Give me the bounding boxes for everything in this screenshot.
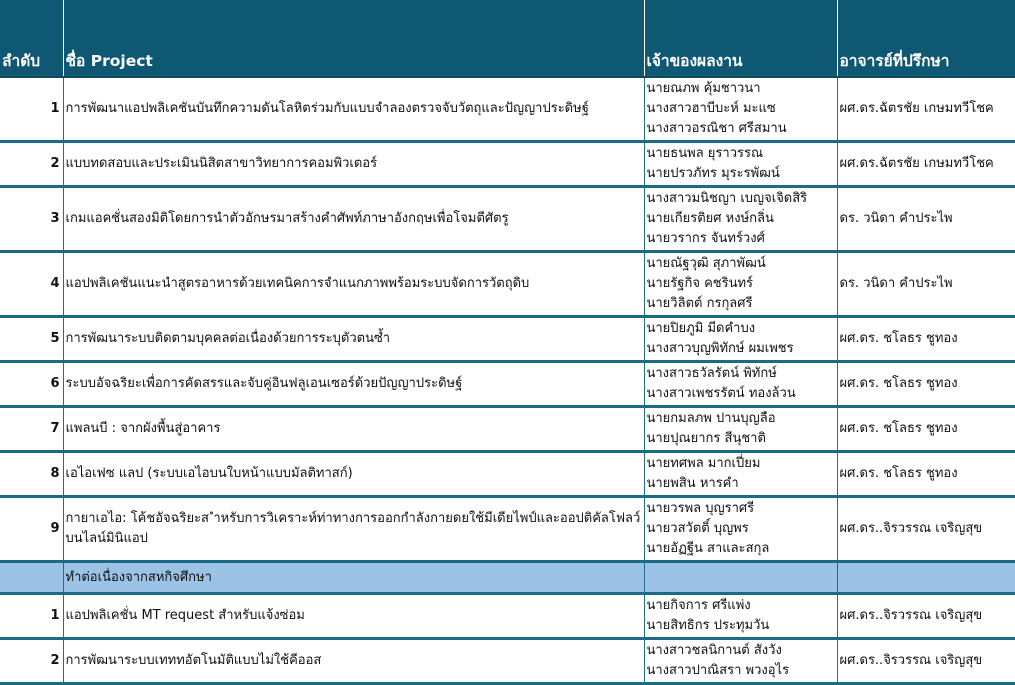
owner-name: นายสิทธิกร ประทุมวัน (646, 618, 770, 633)
row-number: 1 (0, 594, 63, 639)
section-owner-cell (644, 562, 837, 594)
project-name: แพลนบี : จากผังพื้นสู่อาคาร (63, 407, 644, 452)
owner-name: นายวรพล บุญราศรี (646, 501, 755, 516)
owner-name: นายธนพล ยุราวรรณ (646, 146, 764, 161)
header-row (0, 0, 1015, 77)
owner-name: นายวรากร จันทร์วงศ์ (646, 231, 765, 246)
project-name: แบบทดสอบและประเมินนิสิตสาขาวิทยาการคอมพิวเตอร์ (63, 142, 644, 187)
owner-name: นายพสิน หารคำ (646, 476, 739, 491)
owner-name: นางสาวชลนิกานต์ สังวัง (646, 643, 782, 658)
owner-name: นายอัฏฐีน สาและสกุล (646, 541, 770, 556)
project-name: แอปพลิเคชันแนะนำสูตรอาหารด้วยเทคนิคการจำแนกภาพพร้อมระบบจัดการวัตถุดิบ (63, 252, 644, 317)
project-name: กายาเอไอ: โค้ชอัจฉริยะส ำหรับการวิเคราะห์ท่าทางการออกกำลังกายดยใช้มีเดียไพป์และออปติคัลโฟลว์บนไลน์มินิแอป (63, 497, 644, 562)
owner-name: นายปรวภัทร มุระรพัฒน์ (646, 166, 780, 181)
project-name: การพัฒนาแอปพลิเคชันบันทึกความดันโลหิตร่วมกับแบบจำลองตรวจจับวัตถุและปัญญาประดิษฐ์ (63, 77, 644, 142)
advisor-name: ผศ.ดร..จิรวรรณ เจริญสุข (837, 497, 1015, 562)
row-number: 2 (0, 639, 63, 684)
owner-name: นายณภพ คุ้มชาวนา (646, 81, 761, 96)
table-row (0, 639, 1015, 684)
owner-name: นางสาวอรณิชา ศรีสมาน (646, 121, 787, 136)
header-num: ลำดับ (0, 0, 63, 77)
project-name: การพัฒนาระบบติดตามบุคคลต่อเนื่องด้วยการระบุตัวตนซ้ำ (63, 317, 644, 362)
project-name: ระบบอัจฉริยะเพื่อการคัดสรรและจับคู่อินฟลูเอนเซอร์ด้วยปัญญาประดิษฐ์ (63, 362, 644, 407)
owner-name: นางสาวเพชรรัตน์ ทองล้วน (646, 386, 796, 401)
owner-name: นายกิจการ ศรีแพ่ง (646, 598, 751, 613)
owner-cell (644, 362, 837, 407)
table-row (0, 142, 1015, 187)
owner-cell (644, 497, 837, 562)
owner-name: นายณัฐวุฒิ สุภาพัฒน์ (646, 256, 766, 271)
owner-name: นายกมลภพ ปานบุญลือ (646, 411, 776, 426)
advisor-name: ผศ.ดร. ชโลธร ชูทอง (837, 317, 1015, 362)
table-row (0, 497, 1015, 562)
owner-name: นายเกียรติยศ หงษ์กลิ่น (646, 211, 774, 226)
header-advisor: อาจารย์ที่ปรึกษา (837, 0, 1015, 77)
table-row (0, 362, 1015, 407)
advisor-name: ผศ.ดร..จิรวรรณ เจริญสุข (837, 594, 1015, 639)
row-number: 1 (0, 77, 63, 142)
owner-cell (644, 187, 837, 252)
advisor-name: ผศ.ดร..จิรวรรณ เจริญสุข (837, 639, 1015, 684)
owner-cell (644, 407, 837, 452)
owner-cell (644, 594, 837, 639)
row-number: 8 (0, 452, 63, 497)
advisor-name: ดร. วนิดา คำประไพ (837, 252, 1015, 317)
owner-name: นางสาวบุญพิทักษ์ ผมเพชร (646, 341, 794, 356)
owner-cell (644, 639, 837, 684)
owner-name: นายวสวัตติ์ บุญพร (646, 521, 749, 536)
advisor-name: ผศ.ดร. ชโลธร ชูทอง (837, 362, 1015, 407)
section-label: ทำต่อเนื่องจากสหกิจศึกษา (63, 562, 644, 594)
table-row (0, 252, 1015, 317)
advisor-name: ผศ.ดร.ฉัตรชัย เกษมทวีโชค (837, 77, 1015, 142)
table-row (0, 407, 1015, 452)
owner-name: นายปิยภูมิ มีดคำบง (646, 321, 756, 336)
section-advisor-cell (837, 562, 1015, 594)
owner-name: นายปุณยากร สีนุชาติ (646, 431, 766, 446)
row-number: 2 (0, 142, 63, 187)
row-number: 5 (0, 317, 63, 362)
owner-name: นายทศพล มากเปี่ยม (646, 456, 761, 471)
section-num-cell (0, 562, 63, 594)
project-name: การพัฒนาระบบเทททอัตโนมัติแบบไม่ใช้คีออส (63, 639, 644, 684)
table-row (0, 594, 1015, 639)
owner-name: นางสาวปาณิสรา พวงอุไร (646, 663, 790, 678)
row-number: 7 (0, 407, 63, 452)
advisor-name: ผศ.ดร.ฉัตรชัย เกษมทวีโชค (837, 142, 1015, 187)
row-number: 4 (0, 252, 63, 317)
row-number: 3 (0, 187, 63, 252)
owner-name: นายรัฐกิจ คชรินทร์ (646, 276, 754, 291)
row-number: 6 (0, 362, 63, 407)
owner-cell (644, 452, 837, 497)
table-row (0, 77, 1015, 142)
owner-cell (644, 252, 837, 317)
project-name: แอปพลิเคชั่น MT request สำหรับแจ้งซ่อม (63, 594, 644, 639)
header-project: ชื่อ Project (63, 0, 644, 77)
advisor-name: ผศ.ดร. ชโลธร ชูทอง (837, 452, 1015, 497)
owner-cell (644, 77, 837, 142)
owner-name: นายวิลิตต์ กรกุลศรี (646, 296, 753, 311)
table-row (0, 187, 1015, 252)
project-name: เกมแอคชั่นสองมิติโดยการนำตัวอักษรมาสร้างคำศัพท์ภาษาอังกฤษเพื่อโจมตีศัตรู (63, 187, 644, 252)
table-row (0, 452, 1015, 497)
owner-name: นางสาวฮาบีบะห์ มะแซ (646, 101, 776, 116)
table-row (0, 317, 1015, 362)
owner-cell (644, 142, 837, 187)
owner-cell (644, 317, 837, 362)
header-owner: เจ้าของผลงาน (644, 0, 837, 77)
advisor-name: ดร. วนิดา คำประไพ (837, 187, 1015, 252)
owner-name: นางสาวมนิชญา เบญจเจิดสิริ (646, 191, 808, 206)
row-number: 9 (0, 497, 63, 562)
section-header-row (0, 562, 1015, 594)
owner-name: นางสาวธวัลรัตน์ พิทักษ์ (646, 366, 777, 381)
advisor-name: ผศ.ดร. ชโลธร ชูทอง (837, 407, 1015, 452)
project-name: เอไอเฟซ แลป (ระบบเอไอบนใบหน้าแบบมัลติทาสก์) (63, 452, 644, 497)
